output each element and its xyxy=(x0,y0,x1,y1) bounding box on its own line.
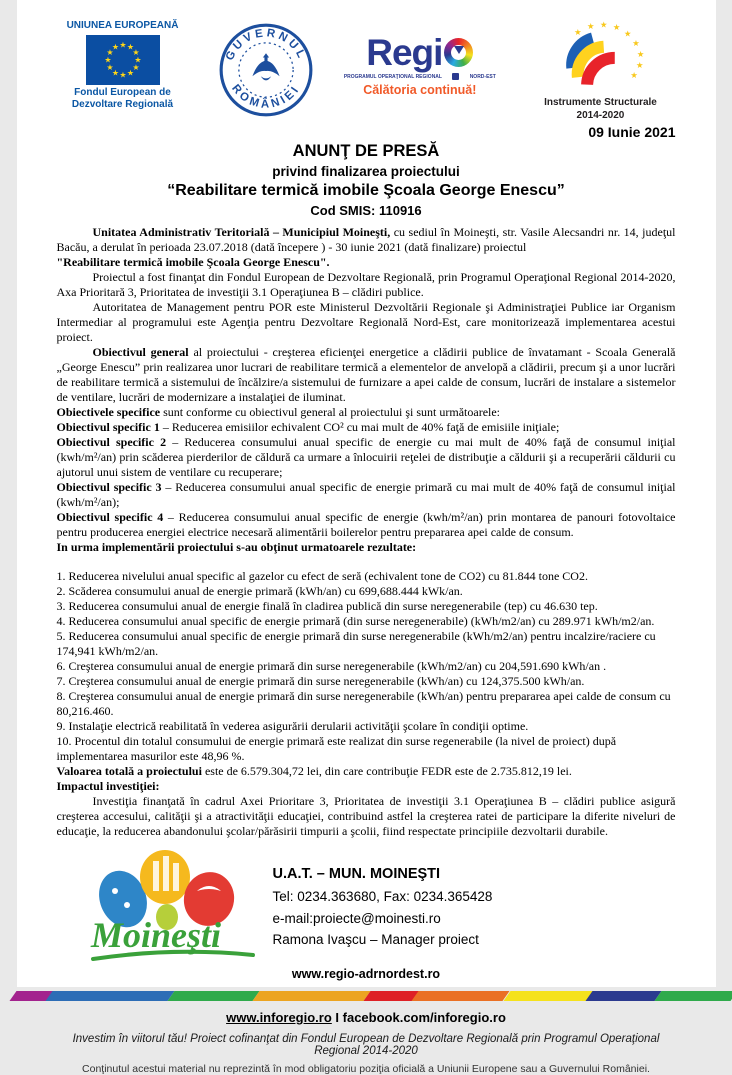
project-manager: Ramona Ivaşcu – Manager proiect xyxy=(272,932,479,948)
paragraph-project-name: "Reabilitare termică imobile Şcoala George Enescu". xyxy=(56,255,330,269)
footer-links xyxy=(57,1010,676,1025)
result-item: 10. Procentul din totalul consumului de energie primară este realizat din surse regenerabile (la nivel de proiect) după implementarea masurilor este 48,96 %. xyxy=(56,734,617,763)
result-item: 5. Reducerea consumului anual specific de energie primară din surse neregenerabile (kWh/m2/an) pentru incalzire/raciere cu 174,941 kWh/m2/an. xyxy=(56,629,656,658)
objective-3: Obiectivul specific 3 – Reducerea consumului anual specific de energie primară cu mai mult de 40% faţă de consumul iniţial (kwh/m²/an); xyxy=(56,480,676,509)
svg-text:★: ★ xyxy=(587,21,595,32)
svg-text:★: ★ xyxy=(630,70,639,81)
svg-text:Moineşti: Moineşti xyxy=(90,915,221,955)
eu-flag-icon xyxy=(86,35,160,85)
page-title: ANUNŢ DE PRESĂ xyxy=(292,142,440,160)
eu-flag-logo xyxy=(57,20,189,111)
paragraph-general-objective: Obiectivul general al proiectului - creşterea eficienţei energetice a clădirii publice de învatamant - Scoala Generală „George Enescu” prin realizarea unor lucrari de reabilitare termică a elementelor de anvelopă a clădirii, precum şi a unor lucrări de reabilitare termică a sistemului de încălzire/a sistemului de furnizare a apei calde de consum, lucrări de instalare a sistemelor de ventilare, lucrări de modernizare a instalaţiei de iluminat. xyxy=(56,345,676,404)
svg-text:★: ★ xyxy=(111,68,119,78)
link-separator: I xyxy=(331,1010,343,1025)
svg-text:★: ★ xyxy=(632,37,641,48)
regio-square-icon xyxy=(452,73,459,80)
contact-block xyxy=(57,847,676,965)
structural-instruments-logo xyxy=(525,20,675,122)
objective-2: Obiectivul specific 2 – Reducerea consumului anual specific de energie cu mai mult de 40% faţă de consumul iniţial (kwh/m²/an) prin scăderea pierderilor de căldură ca urmare a înlocuirii reţelei de distribuţie a căldurii şi a recuperării căldurii cu ajutorul unui sistem de ventilare cu recuperare; xyxy=(56,435,676,479)
logo-row xyxy=(57,0,676,120)
structural-instruments-years: 2014-2020 xyxy=(576,109,625,121)
result-item: 4. Reducerea consumului anual specific de energie primară (din surse neregenerabile) (kWh/m2/an) cu 289.971 kWh/m2/an. xyxy=(56,614,655,628)
smis-code: Cod SMIS: 110916 xyxy=(310,203,422,218)
regio-tagline: Călătoria continuă! xyxy=(363,83,477,97)
svg-text:★: ★ xyxy=(118,70,127,80)
svg-text:★: ★ xyxy=(624,28,632,39)
svg-text:★: ★ xyxy=(103,55,112,65)
svg-text:★: ★ xyxy=(574,26,583,37)
svg-text:★: ★ xyxy=(105,48,114,57)
body-text xyxy=(57,225,676,839)
result-item: 6. Creşterea consumului anual de energie primară din surse neregenerabile (kWh/m2/an) cu 204,591.690 kWh/an . xyxy=(56,659,607,673)
regio-subtitle: PROGRAMUL OPERAŢIONAL REGIONAL NORD-EST xyxy=(343,73,496,80)
government-seal-icon xyxy=(218,22,314,118)
results-heading: In urma implementării proiectului s-au obţinut urmatoarele rezultate: xyxy=(56,540,417,554)
paragraph-intro: Unitatea Administrativ Teritorială – Municipiul Moineşti, cu sediul în Moineşti, str. Vasile Alecsandri nr. 14, judeţul Bacău, a derulat în perioada 23.07.2018 (dată începere ) - 30 iunie 2021 (dată finalizare) proiectul xyxy=(56,225,676,254)
structural-instruments-icon xyxy=(540,20,660,92)
result-item: 9. Instalaţie electrică reabilitată în vederea asigurării derularii activităţii şcolare în condiţii optime. xyxy=(56,719,529,733)
result-item: 8. Creşterea consumului anual de energie primară din surse neregenerabile (kWh/an) pentru prepararea apei calde de consum cu 80,216.460. xyxy=(56,689,671,718)
svg-text:★: ★ xyxy=(118,40,127,50)
press-release-page xyxy=(17,0,716,1075)
paragraph-funding: Proiectul a fost finanţat din Fondul European de Dezvoltare Regională, prin Programul Operaţional Regional 2014-2020, Axa Prioritară 3, Prioritatea de investiţii 3.1 Operaţiunea B – clădiri publice. xyxy=(56,270,676,299)
phone-fax: Tel: 0234.363680, Fax: 0234.365428 xyxy=(272,889,493,905)
svg-text:★: ★ xyxy=(131,63,140,72)
svg-text:★: ★ xyxy=(613,22,621,33)
result-item: 7. Creşterea consumului anual de energie primară din surse neregenerabile (kWh/an) cu 124,375.500 kWh/an. xyxy=(56,674,585,688)
svg-text:★: ★ xyxy=(636,60,644,70)
spacer xyxy=(57,555,676,569)
structural-instruments-title: Instrumente Structurale xyxy=(544,97,657,108)
contact-details xyxy=(273,847,493,965)
moinesti-city-logo xyxy=(89,847,257,965)
footer-slogan: Investim în viitorul tău! Proiect cofinanţat din Fondul European de Dezvoltare Regională prin Programul Operaţional Regional 2014-2020 xyxy=(72,1033,660,1057)
government-romania-seal xyxy=(218,22,314,123)
footer-color-bar xyxy=(13,991,720,1001)
svg-text:★: ★ xyxy=(637,48,645,59)
paragraph-authority: Autoritatea de Management pentru POR este Ministerul Dezvoltării Regionale şi Administraţiei Publice iar Organism Intermediar al programului este Agenţia pentru Dezvoltare Regională Nord-Est, care monitorizează implementarea acestui proiect. xyxy=(56,300,676,344)
objective-4: Obiectivul specific 4 – Reducerea consumului anual specific de energie (kwh/m²/an) prin montarea de panouri fotovoltaice pentru producerea energiei electrice necesară alimentării boilerelor pentru prepararea apei calde de consum. xyxy=(56,510,676,539)
page-subtitle: privind finalizarea proiectului xyxy=(272,164,460,179)
svg-text:ROMÂNIEI: ROMÂNIEI xyxy=(229,82,303,111)
eu-logo-subtitle: Fondul European de Dezvoltare Regională xyxy=(71,87,174,110)
project-title: “Reabilitare termică imobile Şcoala George Enescu” xyxy=(167,182,565,199)
objective-1: Obiectivul specific 1 – Reducerea emisiilor echivalent CO² cu mai mult de 40% faţă de emisiile iniţiale; xyxy=(56,420,560,434)
document-date: 09 Iunie 2021 xyxy=(588,124,676,140)
svg-text:★: ★ xyxy=(105,63,114,72)
total-value: Valoarea totală a proiectului este de 6.579.304,72 lei, din care contribuţie FEDR este de 2.735.812,19 lei. xyxy=(56,764,572,778)
svg-text:★: ★ xyxy=(133,55,142,65)
regio-logo xyxy=(344,34,496,97)
regio-website-link[interactable]: www.regio-adrnordest.ro xyxy=(291,967,441,981)
footer-disclaimer: Conţinutul acestui material nu reprezintă în mod obligatoriu poziţia oficială a Uniunii Europene sau a Guvernului României. xyxy=(82,1063,650,1075)
svg-text:★: ★ xyxy=(111,42,119,52)
email-address[interactable]: e-mail:proiecte@moinesti.ro xyxy=(272,910,441,926)
eu-logo-title: UNIUNEA EUROPEANĂ xyxy=(66,20,179,31)
regio-color-wheel-icon xyxy=(444,38,473,67)
result-item: 2. Scăderea consumului anual de energie primară (kWh/an) cu 699,688.444 kWk/an. xyxy=(56,584,463,598)
svg-text:★: ★ xyxy=(126,68,134,78)
svg-text:GUVERNUL: GUVERNUL xyxy=(223,27,309,63)
results-list xyxy=(57,569,676,764)
regio-wordmark: Regi xyxy=(344,34,496,71)
facebook-link[interactable]: facebook.com/inforegio.ro xyxy=(342,1010,506,1025)
svg-text:★: ★ xyxy=(600,19,608,30)
paragraph-specific-objectives: Obiectivele specifice sunt conforme cu obiectivul general al proiectului şi sunt următoarele: xyxy=(56,405,501,419)
inforegio-link[interactable]: www.inforegio.ro xyxy=(226,1010,332,1025)
svg-text:★: ★ xyxy=(131,48,140,57)
impact-text: Investiţia finanţată în cadrul Axei Prioritare 3, Prioritatea de investiţii 3.1 Operaţiunea B – clădiri publice asigură creşterea accesului, calităţii şi a atractivităţii educaţiei, contribuind astfel la creşterea ratei de participare la diferite niveluri de educaţie, la reducerea abandonului şcolar/părăsirii timpurii a şcolii, fiind respectate principiile dezvoltarii durabile. xyxy=(56,794,676,838)
svg-text:★: ★ xyxy=(126,42,134,52)
impact-heading: Impactul investiţiei: xyxy=(56,779,160,793)
result-item: 1. Reducerea nivelului anual specific al gazelor cu efect de seră (echivalent tone de CO2) cu 81.844 tone CO2. xyxy=(56,569,588,583)
result-item: 3. Reducerea consumului anual de energie finală în cladirea publică din surse neregenerabile (tep) cu 46.630 tep. xyxy=(56,599,598,613)
organization-name: U.A.T. – MUN. MOINEŞTI xyxy=(272,866,441,882)
